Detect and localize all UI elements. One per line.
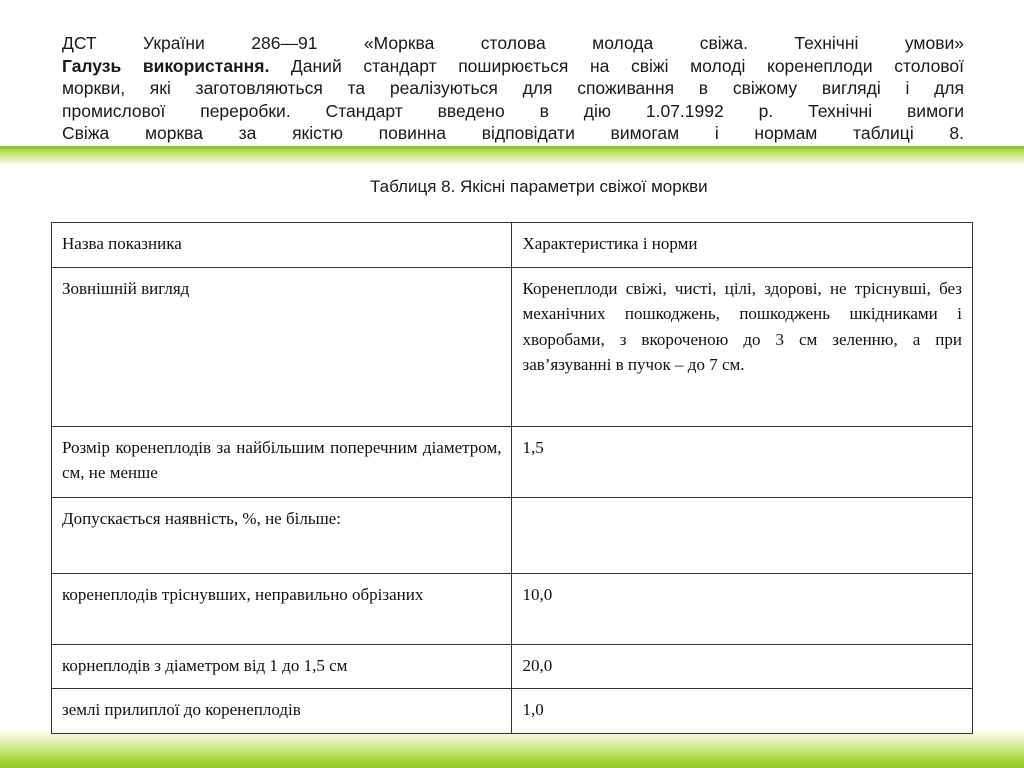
row-value: 20,0 xyxy=(512,644,973,689)
bottom-green-band xyxy=(0,728,1024,768)
row-name: Зовнішній вигляд xyxy=(52,267,512,426)
row-name: коренеплодів тріснувших, неправильно обрізаних xyxy=(52,573,512,644)
table-header-row xyxy=(52,223,973,268)
header-norms: Характеристика і норми xyxy=(512,223,973,268)
top-green-line xyxy=(0,146,1024,149)
table-row xyxy=(52,497,973,573)
intro-paragraph xyxy=(62,32,964,145)
row-value: Коренеплоди свіжі, чисті, цілі, здорові, не тріснувші, без механічних пошкоджень, пошкоджень шкідниками і хворобами, з вкороченою до 3 см зеленню, а при зав’язуванні в пучок – до 7 см. xyxy=(512,267,973,426)
intro-line-3: моркви, які заготовляються та реалізуються для споживання в свіжому вигляді і для xyxy=(62,78,964,98)
row-value: 1,0 xyxy=(512,689,973,734)
row-name: корнеплодів з діаметром від 1 до 1,5 см xyxy=(52,644,512,689)
row-value xyxy=(512,497,973,573)
table-row xyxy=(52,689,973,734)
scope-text: Даний стандарт поширюється на свіжі молоді коренеплоди столової xyxy=(290,55,964,76)
row-value: 10,0 xyxy=(512,573,973,644)
row-value: 1,5 xyxy=(512,426,973,497)
table-row xyxy=(52,426,973,497)
intro-line-scope xyxy=(62,55,964,78)
intro-line-standard-title: ДСТ України 286—91 «Морква столова молода свіжа. Технічні умови» xyxy=(62,33,964,53)
intro-line-4: промислової переробки. Стандарт введено в дію 1.07.1992 р. Технічні вимоги xyxy=(62,100,964,121)
row-name: землі прилиплої до коренеплодів xyxy=(52,689,512,734)
scope-label: Галузь використання. xyxy=(62,55,270,76)
row-name: Розмір коренеплодів за найбільшим поперечним діаметром, см, не менше xyxy=(52,426,512,497)
table-row xyxy=(52,267,973,426)
quality-table xyxy=(51,222,973,734)
header-indicator: Назва показника xyxy=(52,223,512,268)
row-name: Допускається наявність, %, не більше: xyxy=(52,497,512,573)
table-row xyxy=(52,644,973,689)
table-caption: Таблиця 8. Якісні параметри свіжої моркви xyxy=(370,177,708,196)
table-row xyxy=(52,573,973,644)
intro-line-5: Свіжа морква за якістю повинна відповідати вимогам і нормам таблиці 8. xyxy=(62,123,964,143)
